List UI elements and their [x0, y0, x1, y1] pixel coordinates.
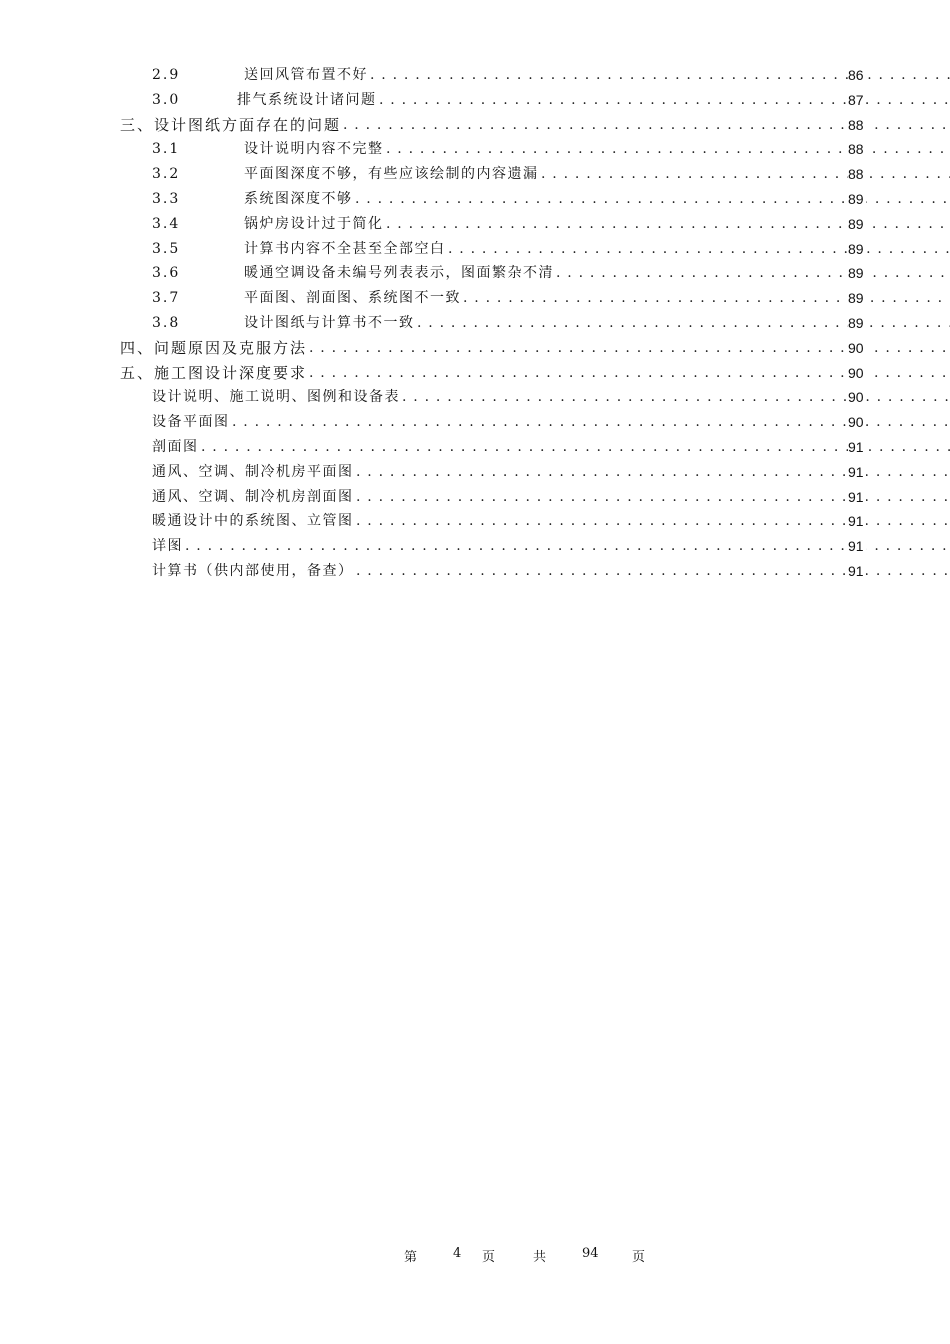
toc-entry-page: 88 — [848, 162, 866, 187]
toc-entry-number: 3.6 — [152, 265, 181, 282]
footer-current-page: 4 — [453, 1246, 462, 1261]
toc-entry-number: 3.2 — [152, 166, 181, 183]
toc-entry-title: 设计说明、施工说明、图例和设备表 — [152, 389, 400, 406]
toc-entry-page: 89 — [848, 311, 866, 336]
footer-page-word: 页 — [482, 1250, 496, 1265]
toc-entry-title: 剖面图 — [152, 438, 199, 455]
toc-entry-page: 89 — [848, 237, 866, 262]
footer-prefix: 第 — [404, 1250, 418, 1265]
toc-entry[interactable] — [0, 137, 950, 162]
toc-entry-number: 3.1 — [152, 141, 181, 158]
toc-entry-page: 89 — [848, 187, 866, 212]
toc-leader-dots — [556, 261, 950, 286]
toc-entry-title: 系统图深度不够 — [244, 190, 353, 207]
toc-leader-dots — [201, 435, 950, 460]
toc-entry[interactable] — [0, 113, 950, 138]
toc-entry[interactable] — [0, 509, 950, 534]
toc-entry-title: 暖通设计中的系统图、立管图 — [152, 513, 354, 530]
toc-entry-title: 通风、空调、制冷机房平面图 — [152, 463, 354, 480]
toc-entry-title: 暖通空调设备未编号列表表示，图面繁杂不清 — [244, 265, 554, 282]
toc-entry-number: 3.3 — [152, 190, 181, 207]
toc-leader-dots — [417, 311, 950, 336]
toc-entry[interactable] — [0, 162, 950, 187]
toc-entry[interactable] — [0, 286, 950, 311]
toc-entry-title: 平面图深度不够，有些应该绘制的内容遗漏 — [244, 166, 539, 183]
toc-entry[interactable] — [0, 212, 950, 237]
footer-total-word: 共 — [533, 1250, 547, 1265]
toc-entry-title: 设计说明内容不完整 — [244, 141, 384, 158]
toc-leader-dots — [448, 237, 950, 262]
toc-entry-title: 计算书内容不全甚至全部空白 — [244, 240, 446, 257]
toc-entry-title: 锅炉房设计过于简化 — [244, 215, 384, 232]
toc-entry-number: 3.4 — [152, 215, 181, 232]
toc-entry-number: 2.9 — [152, 67, 181, 83]
toc-entry-page: 91 — [848, 534, 866, 559]
toc-entry-page: 91 — [848, 485, 866, 510]
toc-entry-page: 90 — [848, 336, 866, 361]
toc-entry[interactable] — [0, 410, 950, 435]
toc-entry-title: 四、问题原因及克服方法 — [120, 338, 308, 357]
toc-entry-page: 91 — [848, 460, 866, 485]
page-footer — [0, 1246, 950, 1266]
toc-leader-dots — [232, 410, 950, 435]
toc-leader-dots — [463, 286, 950, 311]
footer-suffix: 页 — [632, 1250, 646, 1265]
footer-total-pages: 94 — [582, 1246, 599, 1261]
toc-entry-number: 3.7 — [152, 290, 181, 307]
toc-entry-number: 3.0 — [152, 91, 181, 108]
toc-entry-title: 计算书（供内部使用，备查） — [152, 562, 354, 579]
toc-entry[interactable] — [0, 88, 950, 113]
toc-entry[interactable] — [0, 237, 950, 262]
table-of-contents — [0, 63, 950, 584]
toc-entry-title: 三、设计图纸方面存在的问题 — [120, 115, 342, 134]
toc-entry[interactable] — [0, 460, 950, 485]
toc-entry-page: 86 — [848, 63, 866, 88]
toc-entry-page: 91 — [848, 509, 866, 534]
toc-entry[interactable] — [0, 385, 950, 410]
toc-entry-page: 91 — [848, 435, 866, 460]
toc-entry[interactable] — [0, 435, 950, 460]
toc-entry[interactable] — [0, 534, 950, 559]
toc-entry[interactable] — [0, 311, 950, 336]
toc-entry-number: 3.8 — [152, 314, 181, 331]
toc-entry-title: 平面图、剖面图、系统图不一致 — [244, 290, 461, 307]
toc-entry[interactable] — [0, 485, 950, 510]
toc-leader-dots — [185, 534, 950, 559]
toc-entry-title: 五、施工图设计深度要求 — [120, 363, 308, 382]
toc-entry[interactable] — [0, 559, 950, 584]
toc-entry-number: 3.5 — [152, 240, 181, 257]
toc-entry-page: 88 — [848, 113, 866, 138]
toc-entry[interactable] — [0, 261, 950, 286]
toc-entry-page: 88 — [848, 137, 866, 162]
toc-entry-title: 详图 — [152, 538, 183, 555]
toc-entry-title: 设计图纸与计算书不一致 — [244, 314, 415, 331]
toc-entry-page: 89 — [848, 212, 866, 237]
toc-entry-page: 90 — [848, 385, 866, 410]
toc-leader-dots — [402, 385, 950, 410]
toc-entry-title: 排气系统设计诸问题 — [237, 91, 377, 108]
toc-entry-page: 90 — [848, 410, 866, 435]
toc-entry[interactable] — [0, 187, 950, 212]
toc-leader-dots — [541, 162, 950, 187]
toc-entry-page: 89 — [848, 286, 866, 311]
toc-entry-page: 87 — [848, 88, 866, 113]
toc-entry[interactable] — [0, 63, 950, 88]
toc-entry-page: 90 — [848, 361, 866, 386]
toc-entry-title: 送回风管布置不好 — [244, 67, 368, 83]
toc-entry-page: 89 — [848, 261, 866, 286]
toc-entry[interactable] — [0, 361, 950, 386]
toc-entry-title: 设备平面图 — [152, 414, 230, 431]
toc-entry-page: 91 — [848, 559, 866, 584]
toc-entry-title: 通风、空调、制冷机房剖面图 — [152, 488, 354, 505]
toc-entry[interactable] — [0, 336, 950, 361]
